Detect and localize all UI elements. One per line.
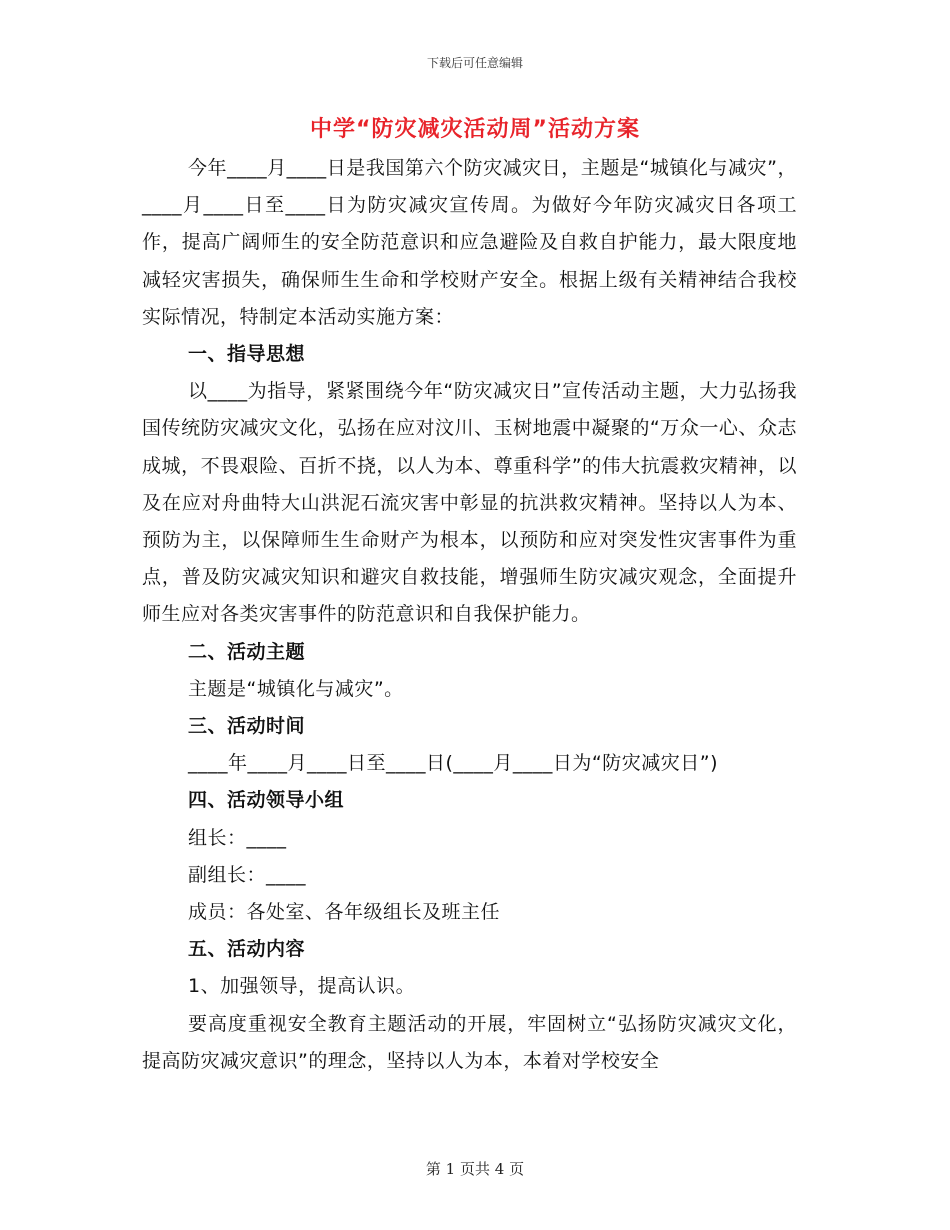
guiding-ideology-paragraph: 以____为指导，紧紧围绕今年“防灾减灾日”宣传活动主题，大力弘扬我国传统防灾减灾文化，弘扬在应对汶川、玉树地震中凝聚的“万众一心、众志成城，不畏艰险、百折不挠，以人为本、尊重科学”的伟大抗震救灾精神，以及在应对舟曲特大山洪泥石流灾害中彰显的抗洪救灾精神。坚持以人为本、预防为主，以保障师生生命财产为根本，以预防和应对突发性灾害事件为重点，普及防灾减灾知识和避灾自救技能，增强师生防灾减灾观念，全面提升师生应对各类灾害事件的防范意识和自我保护能力。: [142, 380, 797, 626]
section-heading-activity-time: 三、活动时间: [188, 715, 306, 738]
content-item-1-paragraph: 要高度重视安全教育主题活动的开展，牢固树立“弘扬防灾减灾文化，提高防灾减灾意识”的理念，坚持以人为本，本着对学校安全: [142, 1012, 797, 1072]
content-item-1: 1、加强领导，提高认识。: [188, 975, 416, 998]
deputy-leader-text: 副组长：____: [188, 863, 307, 886]
section-heading-guiding-ideology: 一、指导思想: [188, 343, 306, 366]
activity-theme-text: 主题是“城镇化与减灾”。: [188, 677, 404, 700]
document-title: 中学“防灾减灾活动周”活动方案: [310, 117, 640, 142]
section-heading-activity-theme: 二、活动主题: [188, 640, 306, 663]
document-body: [142, 150, 797, 1080]
members-text: 成员：各处室、各年级组长及班主任: [188, 901, 501, 924]
page-footer: 第 1 页共 4 页: [425, 1160, 525, 1178]
activity-time-text: ____年____月____日至____日(____月____日为“防灾减灾日”): [188, 752, 719, 775]
section-heading-leadership-group: 四、活动领导小组: [188, 789, 345, 812]
header-note: 下载后可任意编辑: [426, 56, 523, 70]
group-leader-text: 组长：____: [188, 826, 287, 849]
intro-paragraph: 今年____月____日是我国第六个防灾减灾日，主题是“城镇化与减灾”，____月____日至____日为防灾减灾宣传周。为做好今年防灾减灾日各项工作，提高广阔师生的安全防范意识和应急避险及自救自护能力，最大限度地减轻灾害损失，确保师生生命和学校财产安全。根据上级有关精神结合我校实际情况，特制定本活动实施方案：: [142, 157, 797, 328]
section-heading-activity-content: 五、活动内容: [188, 938, 306, 961]
